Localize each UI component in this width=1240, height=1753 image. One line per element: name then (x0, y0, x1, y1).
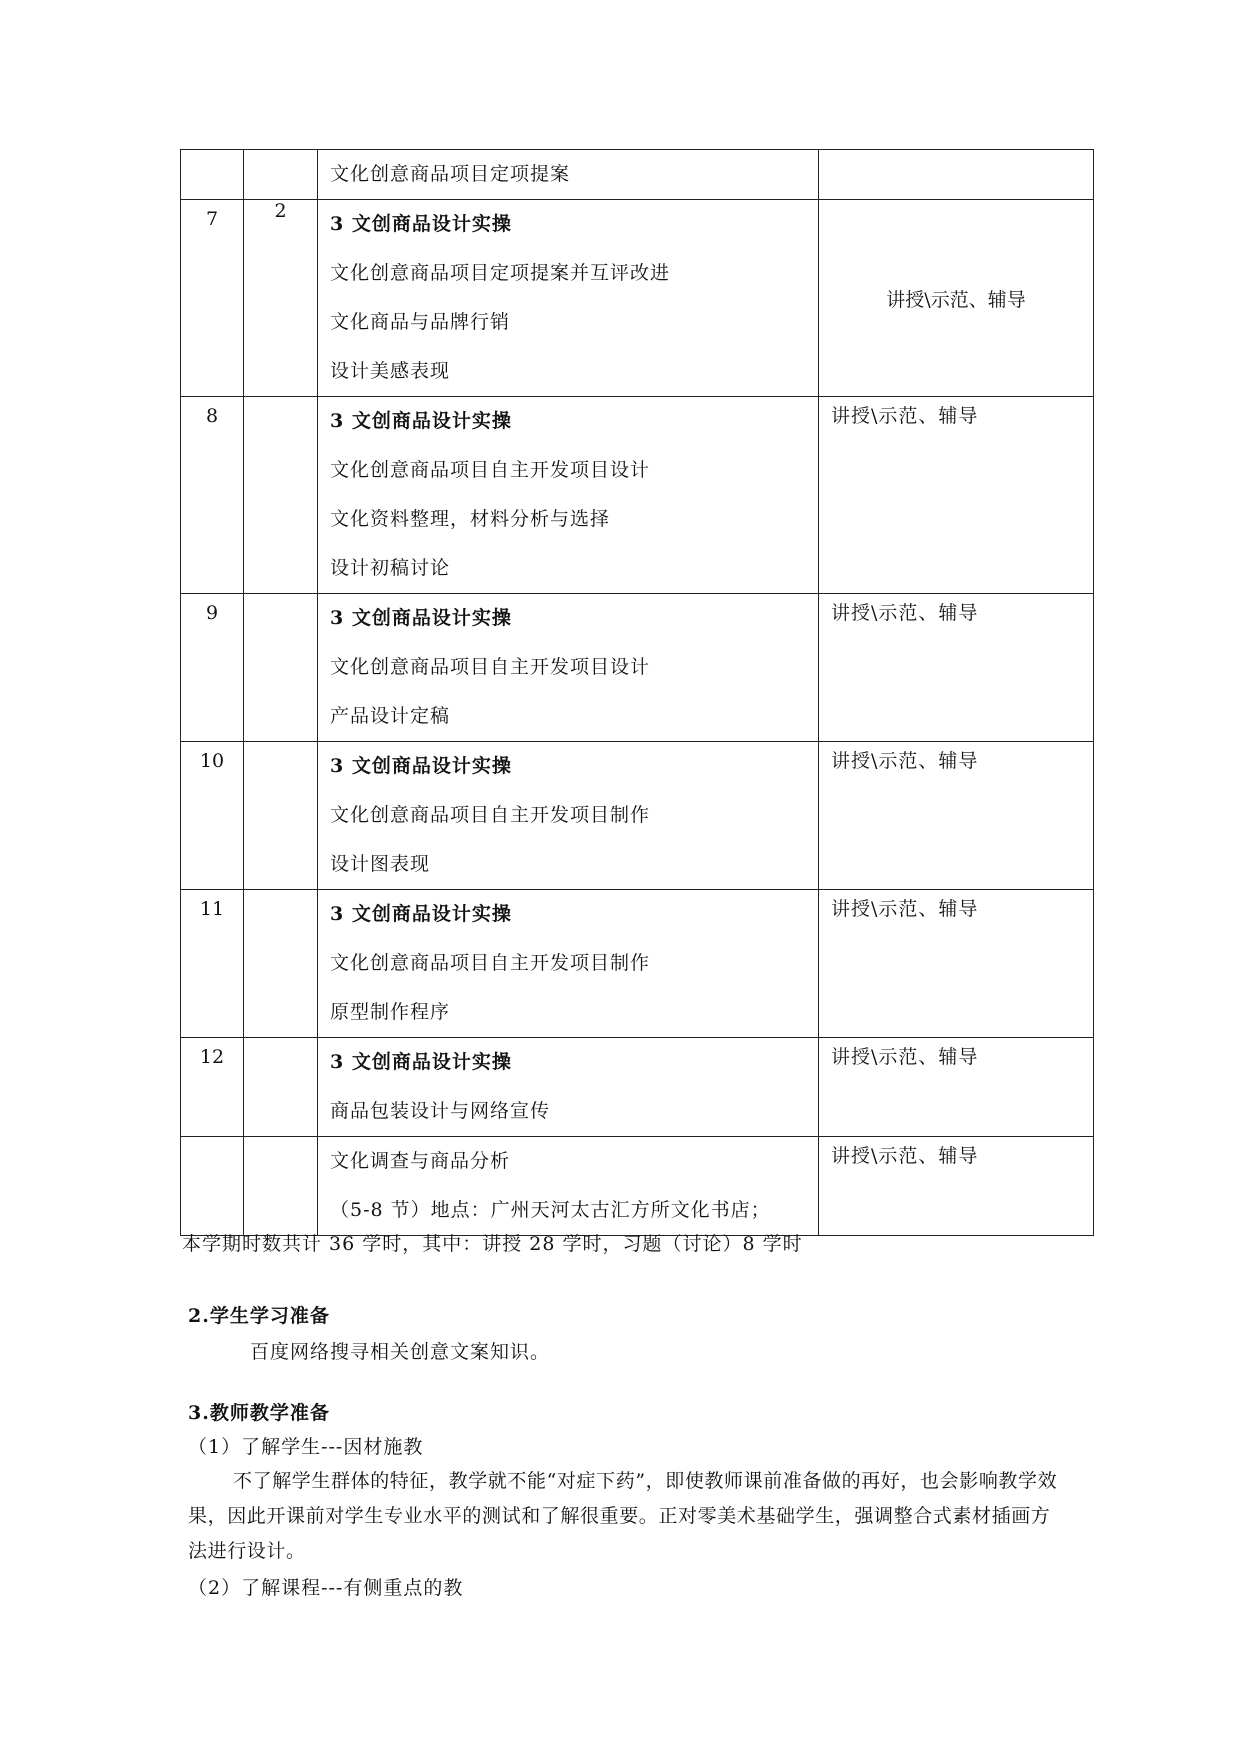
content-cell (318, 1038, 819, 1137)
content-line: 设计图表现 (330, 853, 431, 875)
section-heading-teacher-prep: 3.教师教学准备 (188, 1402, 330, 1424)
module-title: 3 文创商品设计实操 (330, 410, 512, 432)
method-cell: 讲授\示范、辅导 (819, 200, 1094, 397)
content-line: 设计初稿讨论 (330, 557, 451, 579)
content-cell (318, 150, 819, 200)
hours-cell (244, 1038, 318, 1137)
module-title: 3 文创商品设计实操 (330, 903, 512, 925)
hours-cell (244, 150, 318, 200)
content-cell (318, 200, 819, 397)
content-line: 产品设计定稿 (330, 705, 451, 727)
teacher-prep-item-2: （2）了解课程---有侧重点的教 (188, 1577, 464, 1599)
content-line: 文化创意商品项目自主开发项目设计 (330, 656, 651, 678)
content-line: 文化创意商品项目定项提案 (330, 163, 571, 185)
week-cell: 11 (181, 890, 244, 1038)
week-cell (181, 1137, 244, 1236)
week-cell: 12 (181, 1038, 244, 1137)
content-line: 设计美感表现 (330, 360, 451, 382)
course-schedule-table (180, 149, 1094, 1236)
week-cell: 10 (181, 742, 244, 890)
hours-cell (244, 397, 318, 594)
teacher-prep-paragraph: 不了解学生群体的特征，教学就不能“对症下药”，即使教师课前准备做的再好，也会影响教学效果，因此开课前对学生专业水平的测试和了解很重要。正对零美术基础学生，强调整合式素材插画方法进行设计。 (188, 1470, 1058, 1562)
content-line: （5-8 节）地点：广州天河太古汇方所文化书店； (330, 1199, 771, 1221)
content-line: 商品包装设计与网络宣传 (330, 1100, 551, 1122)
content-line: 文化创意商品项目自主开发项目制作 (330, 952, 651, 974)
student-prep-text: 百度网络搜寻相关创意文案知识。 (250, 1341, 551, 1363)
table-row (181, 150, 1094, 200)
module-title: 3 文创商品设计实操 (330, 213, 512, 235)
method-cell: 讲授\示范、辅导 (819, 1038, 1094, 1137)
table-row (181, 890, 1094, 1038)
section-heading-student-prep: 2.学生学习准备 (188, 1305, 330, 1327)
module-title: 3 文创商品设计实操 (330, 755, 512, 777)
table-row (181, 742, 1094, 890)
hours-cell (244, 890, 318, 1038)
table-row (181, 200, 1094, 397)
method-cell: 讲授\示范、辅导 (819, 594, 1094, 742)
hours-cell: 2 (244, 200, 318, 397)
content-line: 文化调查与商品分析 (330, 1150, 511, 1172)
method-cell: 讲授\示范、辅导 (819, 1137, 1094, 1236)
hours-cell (244, 1137, 318, 1236)
method-cell: 讲授\示范、辅导 (819, 742, 1094, 890)
table-row (181, 397, 1094, 594)
hours-summary: 本学期时数共计 36 学时，其中：讲授 28 学时，习题（讨论）8 学时 (182, 1233, 803, 1255)
week-cell: 9 (181, 594, 244, 742)
table-row (181, 1137, 1094, 1236)
teacher-prep-item-1: （1）了解学生---因材施教 (188, 1436, 424, 1458)
content-line: 文化资料整理，材料分析与选择 (330, 508, 611, 530)
method-cell: 讲授\示范、辅导 (819, 890, 1094, 1038)
hours-cell (244, 594, 318, 742)
module-title: 3 文创商品设计实操 (330, 607, 512, 629)
content-cell (318, 594, 819, 742)
content-line: 文化创意商品项目定项提案并互评改进 (330, 262, 671, 284)
content-line: 文化商品与品牌行销 (330, 311, 511, 333)
table-row (181, 1038, 1094, 1137)
content-cell (318, 742, 819, 890)
module-title: 3 文创商品设计实操 (330, 1051, 512, 1073)
week-cell (181, 150, 244, 200)
content-cell (318, 1137, 819, 1236)
content-line: 文化创意商品项目自主开发项目设计 (330, 459, 651, 481)
hours-cell (244, 742, 318, 890)
method-cell (819, 150, 1094, 200)
content-cell (318, 890, 819, 1038)
content-cell (318, 397, 819, 594)
content-line: 原型制作程序 (330, 1001, 451, 1023)
content-line: 文化创意商品项目自主开发项目制作 (330, 804, 651, 826)
method-cell: 讲授\示范、辅导 (819, 397, 1094, 594)
week-cell: 7 (181, 200, 244, 397)
table-row (181, 594, 1094, 742)
week-cell: 8 (181, 397, 244, 594)
